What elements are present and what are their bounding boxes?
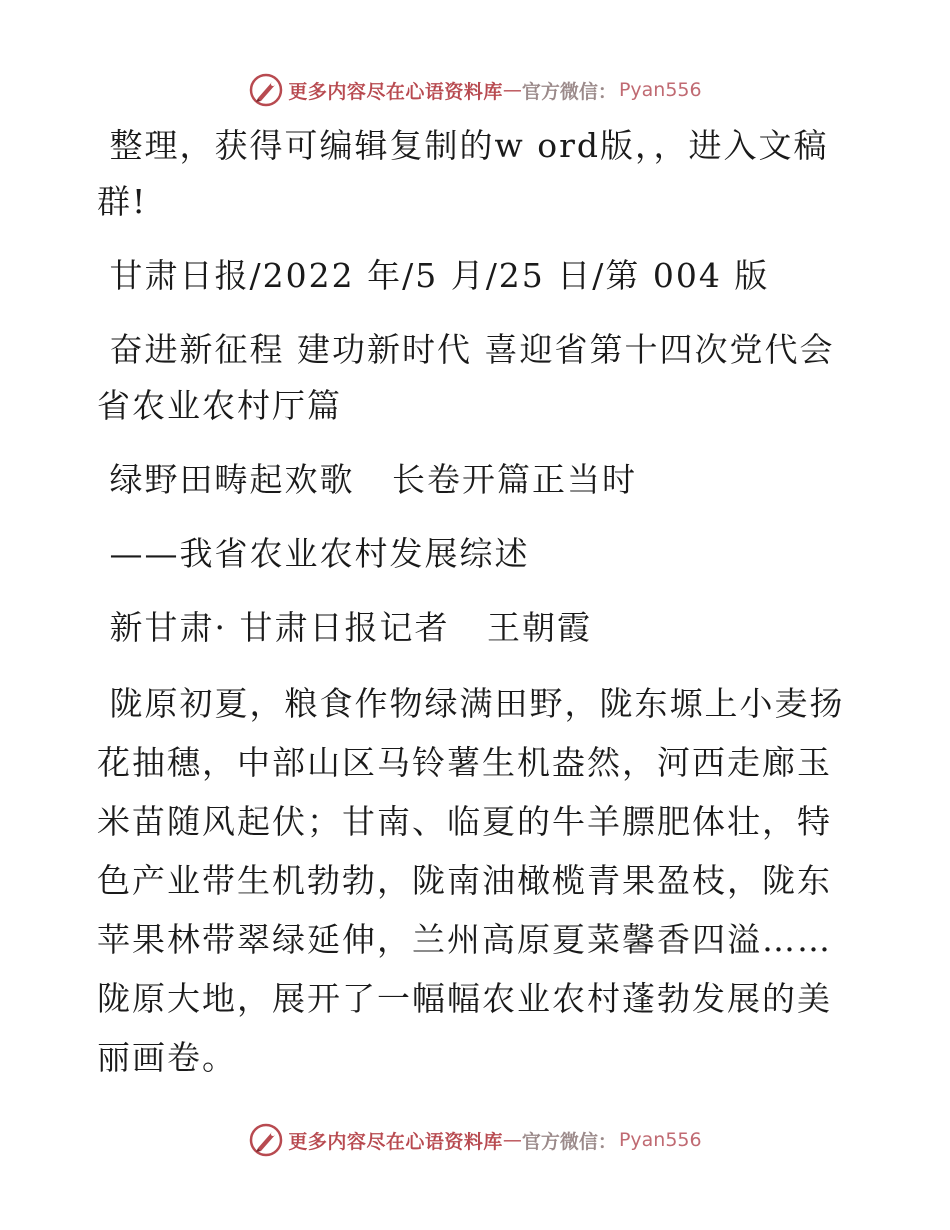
pen-logo-icon [248,72,284,108]
watermark-dash: — [502,79,522,101]
footer-watermark [0,1120,950,1160]
watermark-dash: — [502,1129,522,1151]
document-body [97,118,857,1105]
intro-line: 整理，获得可编辑复制的w ord版，，进入文稿群! [97,126,829,221]
pen-logo-icon [248,1122,284,1158]
watermark-wechat-id: Pyan556 [618,1129,702,1151]
watermark-sub-text: 官方微信： [521,1130,617,1153]
body-paragraph: 陇原初夏，粮食作物绿满田野，陇东塬上小麦扬花抽穗，中部山区马铃薯生机盎然，河西走廊玉米苗随风起伏；甘南、临夏的牛羊膘肥体壮，特色产业带生机勃勃，陇南油橄榄青果盈枝，陇东苹果林带翠绿延伸，兰州高原夏菜馨香四溢……陇原大地，展开了一幅幅农业农村蓬勃发展的美丽画卷。 [97,684,845,1077]
watermark-main-text: 更多内容尽在心语资料库 [288,80,503,103]
column-title: 奋进新征程 建功新时代 喜迎省第十四次党代会省农业农村厅篇 [97,330,835,425]
watermark-wechat-id: Pyan556 [618,79,702,101]
watermark-sub-text: 官方微信： [521,80,617,103]
article-subtitle: ——我省农业农村发展综述 [97,534,530,573]
watermark-main-text: 更多内容尽在心语资料库 [288,1130,503,1153]
source-line: 甘肃日报/2022 年/5 月/25 日/第 004 版 [97,256,770,295]
article-title: 绿野田畴起欢歌 长卷开篇正当时 [97,460,637,499]
byline: 新甘肃· 甘肃日报记者 王朝霞 [97,608,592,647]
header-watermark [0,70,950,110]
